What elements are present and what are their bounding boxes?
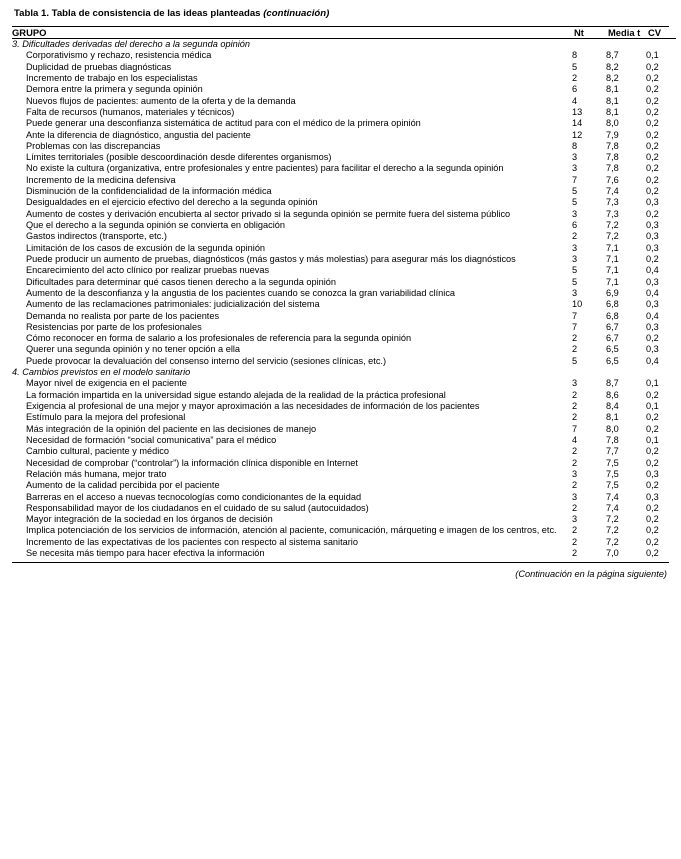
cell-nt: 3 (572, 468, 578, 479)
cell-nt: 5 (572, 197, 578, 208)
cell-nt: 10 (572, 299, 583, 310)
table-row (12, 469, 676, 480)
cell-cv: 0,2 (646, 186, 659, 197)
cell-media: 7,5 (606, 457, 619, 468)
cell-media: 7,4 (606, 491, 619, 502)
cell-cv: 0,3 (646, 220, 659, 230)
table-row (12, 401, 676, 412)
cell-media: 7,6 (606, 174, 619, 185)
cell-nt: 13 (572, 106, 583, 117)
cell-nt: 2 (572, 412, 578, 423)
item-label: Relación más humana, mejor trato (26, 468, 167, 479)
cell-media: 6,9 (606, 287, 619, 298)
table-row (12, 186, 676, 197)
cell-media: 7,2 (606, 231, 619, 242)
cell-nt: 8 (572, 140, 578, 151)
item-label: Responsabilidad mayor de los ciudadanos en el cuidado de su salud (autocuidados) (26, 502, 369, 513)
cell-cv: 0,2 (646, 446, 659, 457)
cell-cv: 0,3 (646, 321, 659, 332)
cell-cv: 0,2 (646, 129, 659, 140)
consistency-table (12, 27, 676, 559)
group-label: 3. Dificultades derivadas del derecho a la segunda opinión (12, 39, 572, 51)
table-row (12, 197, 676, 208)
cell-cv: 0,3 (646, 197, 659, 208)
cell-cv: 0,4 (646, 265, 659, 276)
cell-nt: 7 (572, 321, 578, 332)
cell-cv: 0,1 (646, 50, 659, 61)
cell-nt: 8 (572, 50, 578, 61)
item-label: Querer una segunda opinión y no tener opción a ella (26, 344, 241, 355)
table-row (12, 480, 676, 491)
cell-cv: 0,2 (646, 525, 659, 536)
item-label: Límites territoriales (posible descoordinación desde diferentes organismos) (26, 152, 332, 163)
cell-nt: 2 (572, 480, 578, 491)
table-row (12, 424, 676, 435)
cell-cv: 0,2 (646, 163, 659, 174)
cell-nt: 5 (572, 276, 578, 287)
cell-cv: 0,3 (646, 276, 659, 287)
item-label: Cómo reconocer en forma de salario a los profesionales de referencia para la segunda opinión (26, 333, 412, 344)
item-label: Disminución de la confidencialidad de la información médica (26, 186, 272, 197)
table-row (12, 130, 676, 141)
item-label: Que el derecho a la segunda opinión se convierta en obligación (26, 220, 285, 230)
column-header-media: Media t (608, 27, 641, 38)
caption-continuation: (continuación) (263, 8, 330, 19)
item-label: Puede generar una desconfianza sistemática de actitud para con el médico de la primera opinión (26, 118, 421, 129)
cell-nt: 3 (572, 514, 578, 525)
item-label: Mayor nivel de exigencia en el paciente (26, 378, 187, 389)
item-label: Demanda no realista por parte de los pacientes (26, 310, 220, 321)
cell-media: 6,7 (606, 321, 619, 332)
item-label: Duplicidad de pruebas diagnósticas (26, 61, 172, 72)
column-header-cv: CV (648, 27, 662, 38)
table-row (12, 537, 676, 548)
cell-media: 7,2 (606, 525, 619, 536)
cell-cv: 0,1 (646, 378, 659, 389)
table-row (12, 525, 676, 536)
cell-media: 7,2 (606, 536, 619, 547)
cell-nt: 6 (572, 220, 578, 230)
table-row (12, 548, 676, 559)
cell-cv: 0,2 (646, 61, 659, 72)
item-label: Necesidad de formación “social comunicativa” para el médico (26, 434, 277, 445)
cell-media: 6,7 (606, 333, 619, 344)
cell-nt: 3 (572, 287, 578, 298)
cell-media (606, 367, 646, 378)
cell-nt: 3 (572, 491, 578, 502)
table-row (12, 412, 676, 423)
table-row (12, 141, 676, 152)
cell-nt: 2 (572, 231, 578, 242)
item-label: Incremento de la medicina defensiva (26, 174, 176, 185)
cell-cv: 0,2 (646, 140, 659, 151)
cell-cv: 0,2 (646, 95, 659, 106)
cell-media: 7,5 (606, 468, 619, 479)
cell-cv: 0,1 (646, 434, 659, 445)
item-label: Implica potenciación de los servicios de información, atención al paciente, comunicación, márqueting e imagen de los centros, etc. (26, 525, 557, 536)
cell-media: 6,8 (606, 299, 619, 310)
cell-cv: 0,2 (646, 84, 659, 95)
cell-media (606, 39, 646, 51)
cell-media: 7,4 (606, 186, 619, 197)
cell-cv: 0,3 (646, 491, 659, 502)
item-label: Cambio cultural, paciente y médico (26, 446, 169, 457)
item-label: Nuevos flujos de pacientes: aumento de la oferta y de la demanda (26, 95, 296, 106)
cell-cv: 0,2 (646, 152, 659, 163)
cell-cv: 0,2 (646, 502, 659, 513)
cell-nt: 2 (572, 548, 578, 559)
item-label: Necesidad de comprobar (“controlar”) la información clínica disponible en Internet (26, 457, 358, 468)
item-label: Problemas con las discrepancias (26, 140, 161, 151)
cell-nt: 3 (572, 163, 578, 174)
table-row (12, 73, 676, 84)
item-label: Mayor integración de la sociedad en los órganos de decisión (26, 514, 273, 525)
cell-media: 7,5 (606, 480, 619, 491)
cell-nt: 3 (572, 242, 578, 253)
table-row (12, 344, 676, 355)
table-row (12, 311, 676, 322)
cell-cv: 0,3 (646, 242, 659, 253)
cell-media: 8,7 (606, 378, 619, 389)
cell-media: 7,0 (606, 548, 619, 559)
cell-media: 8,6 (606, 389, 619, 400)
cell-media: 8,4 (606, 401, 619, 411)
cell-media: 8,7 (606, 50, 619, 61)
cell-media: 8,0 (606, 423, 619, 434)
item-label: Más integración de la opinión del paciente en las decisiones de manejo (26, 423, 317, 434)
cell-media: 7,2 (606, 220, 619, 230)
cell-media: 7,1 (606, 242, 619, 253)
cell-nt: 7 (572, 174, 578, 185)
item-label: Demora entre la primera y segunda opinión (26, 84, 203, 95)
cell-media: 8,0 (606, 118, 619, 129)
cell-nt (572, 367, 606, 378)
table-body (12, 39, 676, 560)
cell-media: 7,3 (606, 197, 619, 208)
cell-nt: 2 (572, 344, 578, 355)
cell-media: 8,2 (606, 72, 619, 83)
item-label: La formación impartida en la universidad sigue estando alejada de la realidad de la práctica profesional (26, 389, 446, 400)
cell-nt: 14 (572, 118, 583, 129)
header-row (12, 27, 676, 39)
cell-nt: 5 (572, 265, 578, 276)
cell-media: 7,8 (606, 152, 619, 163)
cell-nt: 2 (572, 446, 578, 457)
cell-nt: 2 (572, 389, 578, 400)
table-row (12, 277, 676, 288)
table-row (12, 514, 676, 525)
cell-cv: 0,2 (646, 548, 659, 559)
cell-cv: 0,2 (646, 208, 659, 219)
table-row (12, 435, 676, 446)
cell-nt: 6 (572, 84, 578, 95)
item-label: Aumento de costes y derivación encubierta al sector privado si la segunda opinión se permite fuera del sistema público (26, 208, 511, 219)
item-label: Exigencia al profesional de una mejor y mayor aproximación a las necesidades de información de los pacientes (26, 401, 480, 411)
item-label: Corporativismo y rechazo, resistencia médica (26, 50, 212, 61)
cell-cv: 0,2 (646, 174, 659, 185)
cell-cv: 0,2 (646, 536, 659, 547)
cell-nt: 3 (572, 208, 578, 219)
table-row (12, 265, 676, 276)
cell-nt: 2 (572, 401, 578, 411)
cell-media: 7,8 (606, 140, 619, 151)
cell-media: 7,3 (606, 208, 619, 219)
cell-nt: 2 (572, 525, 578, 536)
item-label: Puede provocar la devaluación del consenso interno del servicio (sesiones clínicas, etc.) (26, 355, 387, 366)
group-label: 4. Cambios previstos en el modelo sanitario (12, 367, 191, 378)
table-row (12, 96, 676, 107)
cell-cv: 0,3 (646, 344, 659, 355)
table-row (12, 50, 676, 61)
cell-nt: 4 (572, 95, 578, 106)
table-row (12, 378, 676, 389)
cell-media: 7,4 (606, 502, 619, 513)
table-row (12, 243, 676, 254)
table-row (12, 446, 676, 457)
table-head (12, 27, 676, 39)
item-label: Puede producir un aumento de pruebas, diagnósticos (más gastos y más molestias) para asegurar más los diagnósticos (26, 253, 516, 264)
cell-cv: 0,2 (646, 514, 659, 525)
table-caption (12, 8, 669, 26)
table-row (12, 118, 676, 129)
item-label: Limitación de los casos de excusión de la segunda opinión (26, 242, 266, 253)
cell-cv: 0,2 (646, 457, 659, 468)
cell-cv: 0,3 (646, 231, 659, 242)
table-row (12, 503, 676, 514)
cell-nt (572, 39, 606, 51)
table-row (12, 62, 676, 73)
cell-cv: 0,4 (646, 310, 659, 321)
cell-nt: 2 (572, 72, 578, 83)
cell-nt: 7 (572, 310, 578, 321)
caption-text: Tabla 1. Tabla de consistencia de las ideas planteadas (14, 8, 264, 19)
table-row (12, 390, 676, 401)
cell-nt: 2 (572, 333, 578, 344)
cell-nt: 2 (572, 536, 578, 547)
item-label: Gastos indirectos (transporte, etc.) (26, 231, 167, 242)
cell-media: 7,1 (606, 276, 619, 287)
cell-media: 7,9 (606, 129, 619, 140)
cell-media: 8,1 (606, 106, 619, 117)
item-label: Aumento de la calidad percibida por el paciente (26, 480, 220, 491)
cell-nt: 5 (572, 61, 578, 72)
column-header-group: GRUPO (12, 27, 47, 38)
table-row (12, 254, 676, 265)
cell-cv (646, 367, 676, 378)
item-label: Incremento de trabajo en los especialistas (26, 72, 198, 83)
cell-media: 6,8 (606, 310, 619, 321)
cell-cv: 0,2 (646, 333, 659, 344)
cell-cv: 0,2 (646, 253, 659, 264)
item-label: Encarecimiento del acto clínico por realizar pruebas nuevas (26, 265, 270, 276)
cell-media: 6,5 (606, 355, 619, 366)
cell-nt: 12 (572, 129, 583, 140)
cell-nt: 5 (572, 186, 578, 197)
item-label: Aumento de las reclamaciones patrimoniales: judicialización del sistema (26, 299, 320, 310)
cell-media: 7,1 (606, 253, 619, 264)
cell-nt: 5 (572, 355, 578, 366)
item-label: Se necesita más tiempo para hacer efectiva la información (26, 548, 265, 559)
cell-cv: 0,1 (646, 401, 659, 411)
table-row (12, 163, 676, 174)
table-row (12, 84, 676, 95)
cell-media: 7,8 (606, 434, 619, 445)
table-row (12, 299, 676, 310)
cell-nt: 3 (572, 152, 578, 163)
column-header-nt: Nt (574, 27, 584, 38)
table-row (12, 458, 676, 469)
cell-media: 8,1 (606, 84, 619, 95)
cell-cv: 0,2 (646, 423, 659, 434)
cell-nt: 3 (572, 253, 578, 264)
cell-cv: 0,2 (646, 480, 659, 491)
cell-media: 8,1 (606, 95, 619, 106)
cell-media: 7,2 (606, 514, 619, 525)
item-label: Aumento de la desconfianza y la angustia de los pacientes cuando se conozca la gran variabilidad clínica (26, 287, 456, 298)
table-row (12, 322, 676, 333)
cell-nt: 2 (572, 457, 578, 468)
cell-cv: 0,2 (646, 118, 659, 129)
table-row (12, 356, 676, 367)
table-row (12, 231, 676, 242)
cell-cv: 0,4 (646, 287, 659, 298)
table-row (12, 333, 676, 344)
item-label: Resistencias por parte de los profesionales (26, 321, 202, 332)
cell-cv: 0,2 (646, 72, 659, 83)
item-label: Ante la diferencia de diagnóstico, angustia del paciente (26, 129, 251, 140)
cell-media: 8,2 (606, 61, 619, 72)
cell-media: 8,1 (606, 412, 619, 423)
cell-nt: 2 (572, 502, 578, 513)
cell-nt: 3 (572, 378, 578, 389)
cell-nt: 4 (572, 434, 578, 445)
table-row (12, 107, 676, 118)
cell-nt: 7 (572, 423, 578, 434)
cell-media: 7,1 (606, 265, 619, 276)
table-footer-note: (Continuación en la página siguiente) (515, 569, 667, 580)
table-group-row (12, 39, 676, 51)
table-row (12, 175, 676, 186)
cell-cv: 0,3 (646, 299, 659, 310)
cell-media: 7,7 (606, 446, 619, 457)
table-group-row (12, 367, 676, 378)
cell-cv: 0,3 (646, 468, 659, 479)
table-row (12, 288, 676, 299)
table-row (12, 209, 676, 220)
item-label: Barreras en el acceso a nuevas tecnocologías como condicionantes de la equidad (26, 491, 362, 502)
table-row (12, 152, 676, 163)
item-label: Desigualdades en el ejercicio efectivo del derecho a la segunda opinión (26, 197, 318, 208)
cell-cv: 0,2 (646, 412, 659, 423)
cell-cv: 0,4 (646, 355, 659, 366)
item-label: Dificultades para determinar qué casos tienen derecho a la segunda opinión (26, 276, 337, 287)
item-label: No existe la cultura (organizativa, entre profesionales y entre pacientes) para facilitar el derecho a la segunda opinión (26, 163, 504, 174)
table-row (12, 492, 676, 503)
cell-media: 7,8 (606, 163, 619, 174)
cell-cv (646, 39, 676, 51)
table-row (12, 220, 676, 231)
cell-cv: 0,2 (646, 106, 659, 117)
cell-media: 6,5 (606, 344, 619, 355)
item-label: Falta de recursos (humanos, materiales y técnicos) (26, 106, 235, 117)
cell-cv: 0,2 (646, 389, 659, 400)
item-label: Incremento de las expectativas de los pacientes con respecto al sistema sanitario (26, 536, 358, 547)
item-label: Estímulo para la mejora del profesional (26, 412, 186, 423)
